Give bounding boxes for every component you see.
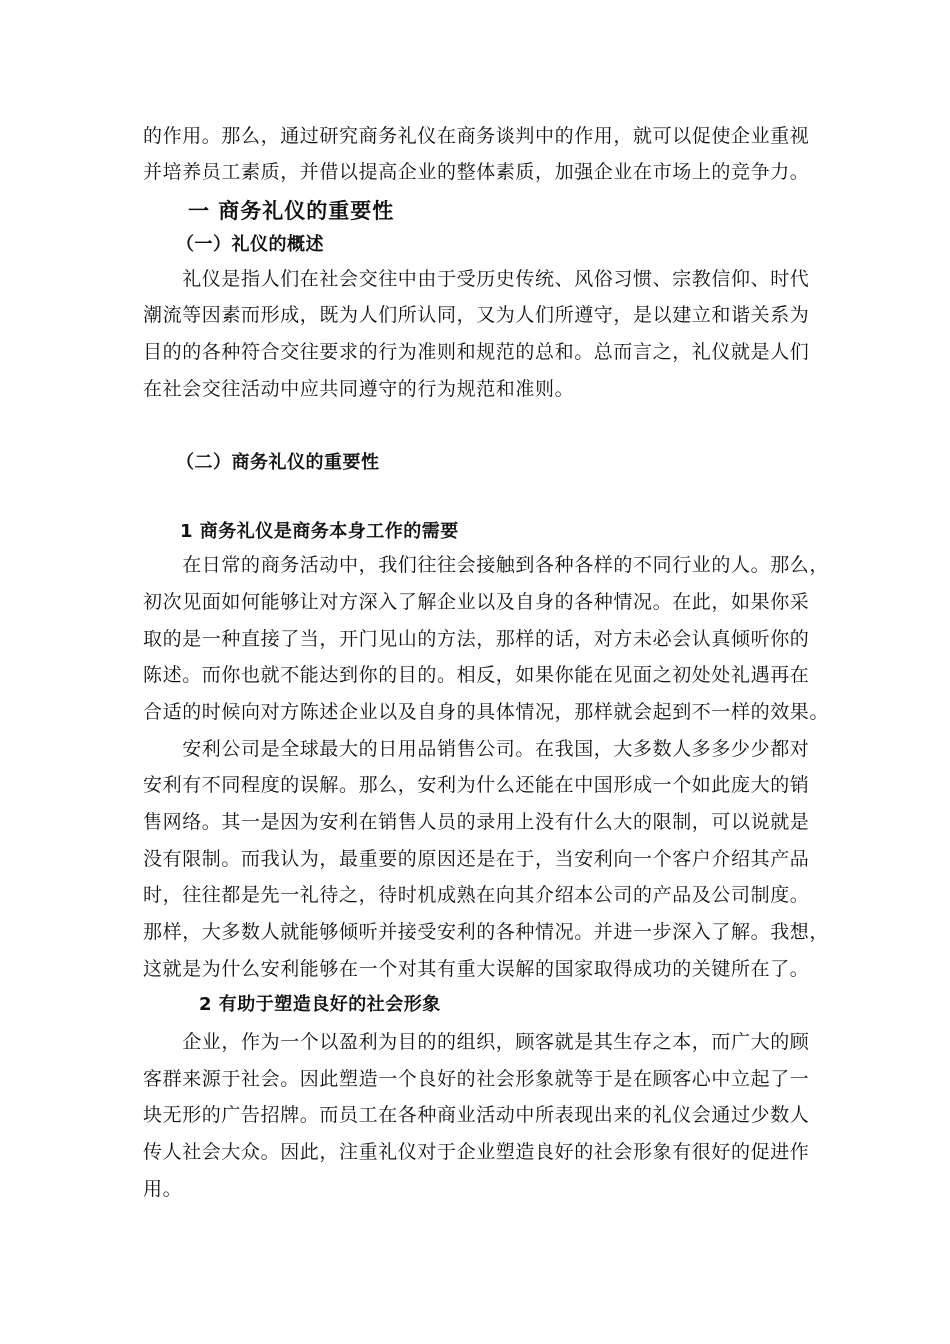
intro-line: 的作用。那么，通过研究商务礼仪在商务谈判中的作用，就可以促使企业重视 xyxy=(143,125,810,147)
paragraph-line: 没有限制。而我认为，最重要的原因还是在于，当安利向一个客户介绍其产品 xyxy=(143,848,810,870)
subsection-heading-importance: （二）商务礼仪的重要性 xyxy=(176,452,380,473)
paragraph-line: 安利公司是全球最大的日用品销售公司。在我国，大多数人多多少少都对 xyxy=(143,738,810,760)
intro-line: 并培养员工素质，并借以提高企业的整体素质，加强企业在市场上的竞争力。 xyxy=(143,161,810,183)
paragraph-line: 潮流等因素而形成，既为人们所认同，又为人们所遵守，是以建立和谐关系为 xyxy=(143,304,810,326)
paragraph-line: 取的是一种直接了当，开门见山的方法，那样的话，对方未必会认真倾听你的 xyxy=(143,628,810,650)
point-heading-work-need: 1 商务礼仪是商务本身工作的需要 xyxy=(180,521,459,542)
paragraph-line: 企业，作为一个以盈利为目的的组织，顾客就是其生存之本，而广大的顾 xyxy=(143,1031,810,1053)
paragraph-line: 礼仪是指人们在社会交往中由于受历史传统、风俗习惯、宗教信仰、时代 xyxy=(143,268,810,290)
point-heading-social-image: 2 有助于塑造良好的社会形象 xyxy=(199,994,441,1015)
paragraph-line: 这就是为什么安利能够在一个对其有重大误解的国家取得成功的关键所在了。 xyxy=(143,958,810,980)
paragraph-line: 传人社会大众。因此，注重礼仪对于企业塑造良好的社会形象有很好的促进作 xyxy=(143,1141,810,1163)
paragraph-line: 在社会交往活动中应共同遵守的行为规范和准则。 xyxy=(143,378,575,400)
paragraph-line: 那样，大多数人就能够倾听并接受安利的各种情况。并进一步深入了解。我想， xyxy=(143,921,830,943)
paragraph-line: 陈述。而你也就不能达到你的目的。相反，如果你能在见面之初处处礼遇再在 xyxy=(143,664,810,686)
paragraph-line: 时，往往都是先一礼待之，待时机成熟在向其介绍本公司的产品及公司制度。 xyxy=(143,884,810,906)
paragraph-line: 合适的时候向对方陈述企业以及自身的具体情况，那样就会起到不一样的效果。 xyxy=(143,701,830,723)
paragraph-line: 客群来源于社会。因此塑造一个良好的社会形象就等于是在顾客心中立起了一 xyxy=(143,1068,810,1090)
paragraph-line: 在日常的商务活动中，我们往往会接触到各种各样的不同行业的人。那么， xyxy=(143,554,830,576)
section-heading: 一 商务礼仪的重要性 xyxy=(188,199,395,223)
paragraph-line: 用。 xyxy=(143,1178,183,1200)
paragraph-line: 目的的各种符合交往要求的行为准则和规范的总和。总而言之，礼仪就是人们 xyxy=(143,341,810,363)
subsection-heading-overview: （一）礼仪的概述 xyxy=(176,234,324,255)
paragraph-line: 初次见面如何能够让对方深入了解企业以及自身的各种情况。在此，如果你采 xyxy=(143,591,810,613)
paragraph-line: 售网络。其一是因为安利在销售人员的录用上没有什么大的限制，可以说就是 xyxy=(143,811,810,833)
paragraph-line: 块无形的广告招牌。而员工在各种商业活动中所表现出来的礼仪会通过少数人 xyxy=(143,1104,810,1126)
paragraph-line: 安利有不同程度的误解。那么，安利为什么还能在中国形成一个如此庞大的销 xyxy=(143,774,810,796)
